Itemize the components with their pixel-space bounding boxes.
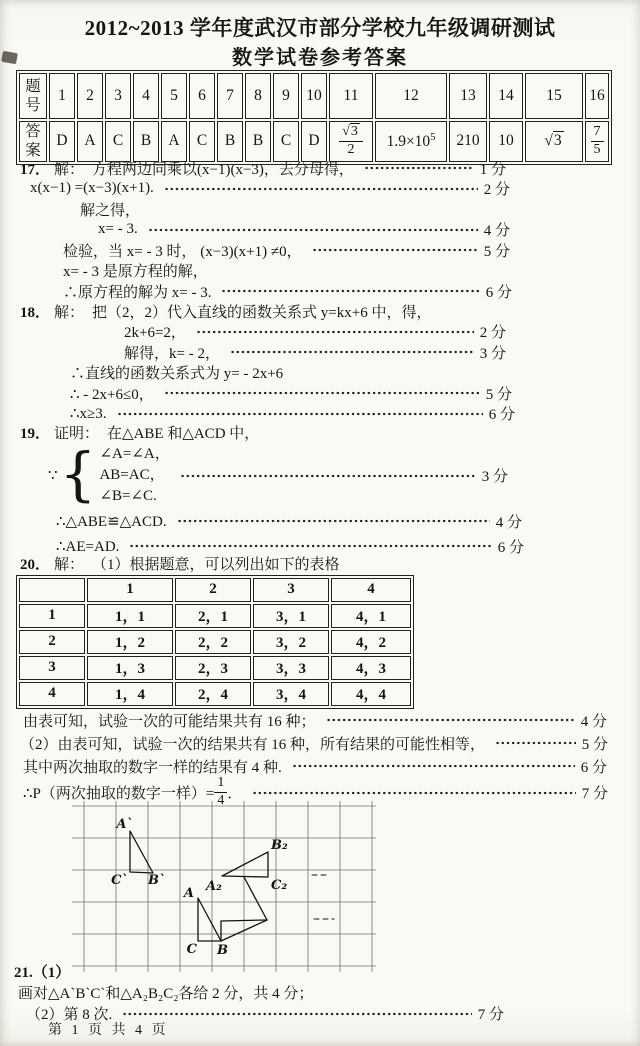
solution-lead: 证明： [54, 425, 100, 442]
dotted-leader [230, 349, 474, 355]
dotted-leader [180, 473, 476, 479]
vertex-label-a2: A₂ [206, 879, 222, 894]
outcome-cell: 4 [331, 578, 411, 602]
dotted-leader [129, 543, 491, 549]
system-equation: ∠A=∠A， [99, 446, 170, 462]
outcome-cell: 3 [253, 578, 329, 602]
answer-label: 答案 [19, 121, 47, 162]
solution-line [20, 158, 506, 179]
question-number: 18． [20, 304, 51, 321]
dotted-leader [252, 790, 575, 796]
solution-line [18, 982, 640, 1003]
solution-text: ∴原方程的解为 x= - 3. [63, 284, 212, 301]
question-number-cell: 1 [49, 73, 75, 119]
solution-line [20, 732, 608, 755]
outcome-table [16, 575, 414, 709]
solution-line [124, 342, 506, 363]
outcome-cell: 2 [175, 578, 251, 602]
solution-q18 [0, 301, 640, 424]
score-label: 2 分 [483, 182, 510, 199]
solution-text: 解得，k= - 2， [124, 345, 220, 362]
solution-text: （2）第 8 次. [26, 1007, 113, 1023]
construction-line [221, 920, 267, 921]
question-number-cell: 5 [161, 73, 187, 119]
system-equation: ∠B=∠C. [99, 488, 157, 504]
outcome-cell: 4，2 [331, 630, 411, 654]
answer-cell: $1.9\times 10^5$ [375, 121, 447, 162]
vertex-label-a: A [183, 886, 194, 901]
solution-text: ∴直线的函数关系式为 y= - 2x+6 [70, 366, 284, 383]
outcome-cell: 3，4 [253, 682, 329, 706]
question-number: 17． [20, 161, 51, 178]
geometry-figure [0, 798, 640, 978]
score-label: 6 分 [580, 759, 607, 776]
question-number-cell: 2 [77, 73, 103, 119]
solution-text: 画对△A`B`C`和△A₂B₂C₂各给 2 分，共 4 分； [18, 986, 314, 1002]
solution-text: x(x−1) =(x−3)(x+1). [30, 180, 154, 197]
score-label: 3 分 [479, 345, 506, 362]
answer-cell: B [245, 121, 271, 162]
outcome-cell: 3，1 [253, 604, 329, 628]
solution-line [63, 240, 510, 261]
solution-lead: 解： [54, 304, 85, 321]
exponent: 5 [430, 131, 436, 143]
outcome-cell: 4 [19, 682, 85, 706]
solution-line [70, 363, 640, 384]
dotted-leader [495, 740, 576, 746]
score-label: 6 分 [497, 539, 524, 556]
outcome-cell: 2，3 [175, 656, 251, 680]
dotted-leader [117, 411, 483, 417]
solution-text: 其中两次抽取的数字一样的结果有 4 种. [23, 759, 282, 776]
sqrt-expression: √3 [342, 124, 358, 140]
page-subtitle: 数学试卷参考答案 [232, 47, 408, 69]
score-label: 3 分 [481, 469, 508, 485]
answer-cell: D [301, 121, 327, 162]
solution-text: ∴ - 2x+6≤0， [70, 386, 154, 403]
question-number-cell: 13 [449, 73, 487, 119]
answer-key-table [16, 70, 612, 165]
dotted-leader [177, 518, 490, 524]
dotted-leader [292, 763, 575, 769]
score-label: 4 分 [580, 713, 607, 730]
score-label: 4 分 [495, 514, 522, 531]
construction-line [244, 877, 267, 920]
score-label: 5 分 [581, 736, 608, 753]
outcome-cell: 4，1 [331, 604, 411, 628]
probability-expression: ∴P（两次抽取的数字一样）= [23, 786, 215, 802]
score-label: 1 分 [479, 161, 506, 178]
solution-text: x= - 3 是原方程的解， [63, 264, 208, 281]
table-row [19, 630, 411, 654]
vertex-label-b2: B₂ [271, 838, 288, 853]
score-label: 6 分 [488, 407, 515, 424]
dotted-leader [312, 247, 478, 253]
vertex-label-c: C [186, 942, 197, 957]
question-number-label: 题号 [19, 73, 47, 119]
outcome-cell: 2，4 [175, 682, 251, 706]
solution-text: 方程两边同乘以(x−1)(x−3)，去分母得， [92, 161, 354, 178]
outcome-cell: 2，2 [175, 630, 251, 654]
solution-text: ∴AE=AD. [56, 538, 120, 555]
score-label: 5 分 [483, 243, 510, 260]
solution-line [20, 301, 640, 322]
question-number-cell: 15 [525, 73, 583, 119]
triangle-a2b2c2 [222, 852, 268, 877]
q21-number: 21.（1） [14, 965, 71, 981]
solution-line [30, 179, 510, 200]
question-number-cell: 7 [217, 73, 243, 119]
vertex-label-b: B [217, 943, 228, 958]
score-label: 5 分 [485, 386, 512, 403]
answer-cell [585, 121, 609, 162]
outcome-cell: 1，2 [87, 630, 173, 654]
question-number-cell: 9 [273, 73, 299, 119]
outcome-cell: 1，4 [87, 682, 173, 706]
dotted-leader [122, 1011, 471, 1017]
dotted-leader [164, 186, 478, 192]
dotted-leader [148, 227, 478, 233]
equation-system: ∵ { ∠A=∠A， AB=AC， ∠B=∠C. [48, 439, 170, 508]
question-number-cell: 6 [189, 73, 215, 119]
table-row [19, 656, 411, 680]
solution-line [63, 281, 512, 302]
solution-line [23, 755, 607, 778]
vertex-label-c-prime: C` [111, 873, 128, 888]
solution-text: 2k+6=2， [124, 325, 186, 342]
outcome-cell [19, 578, 85, 602]
dotted-leader [221, 288, 479, 294]
answer-cell: A [77, 121, 103, 162]
solution-text: 解之得， [80, 202, 141, 219]
table-row [19, 604, 411, 628]
solution-text: （2）由表可知，试验一次的结果共有 16 种，所有结果的可能性相等， [20, 736, 486, 753]
vertex-label-c2: C₂ [271, 878, 288, 893]
solution-text: 检验，当 x= - 3 时， (x−3)(x+1) ≠0， [63, 243, 302, 260]
solution-lead: 解： [54, 556, 85, 573]
answer-cell: B [133, 121, 159, 162]
table-row [19, 682, 411, 706]
solution-text: （1）根据题意，可以列出如下的表格 [92, 556, 340, 573]
solution-line: ∴P（两次抽取的数字一样）= $\frac{1}{4}$ ． 7 分 [23, 775, 608, 808]
fraction: $\frac{1}{4}$ [214, 776, 227, 808]
solution-text: 在△ABE 和△ACD 中， [107, 425, 260, 442]
solution-line [23, 709, 607, 732]
table-row [19, 578, 411, 602]
solution-line [20, 422, 640, 443]
question-number-cell: 10 [301, 73, 327, 119]
question-number-cell: 12 [375, 73, 447, 119]
outcome-cell: 1 [87, 578, 173, 602]
system-brace: { [59, 439, 97, 508]
solution-text: x= - 3. [98, 221, 138, 238]
solution-line [80, 199, 640, 220]
score-label: 6 分 [485, 284, 512, 301]
solution-line [98, 220, 510, 241]
outcome-cell: 2，1 [175, 604, 251, 628]
outcome-cell: 1，3 [87, 656, 173, 680]
triangle-a1b1c1 [130, 831, 153, 873]
outcome-cell: 4，4 [331, 682, 411, 706]
outcome-cell: 3，3 [253, 656, 329, 680]
solution-line [56, 509, 522, 534]
score-label: 7 分 [581, 786, 608, 802]
solution-line [20, 553, 640, 574]
solution-lead: 解： [54, 161, 85, 178]
solution-line [63, 261, 640, 282]
outcome-cell: 3，2 [253, 630, 329, 654]
question-number: 19． [20, 425, 51, 442]
solution-line [48, 439, 508, 509]
outcome-cell: 2 [19, 630, 85, 654]
dotted-leader [326, 717, 575, 723]
solution-line [124, 322, 506, 343]
page-footer: 第 1 页 共 4 页 [48, 1023, 169, 1038]
outcome-cell: 1 [19, 604, 85, 628]
score-label: 4 分 [483, 223, 510, 240]
solution-text: 由表可知，试验一次的可能结果共有 16 种； [23, 713, 316, 730]
answer-cell [525, 121, 583, 162]
solution-text: 把（2，2）代入直线的函数关系式 y=kx+6 中，得， [92, 304, 432, 321]
vertex-label-b-prime: B` [148, 873, 166, 888]
solution-text: ∴x≥3. [70, 406, 107, 423]
answer-cell: 10 [489, 121, 523, 162]
question-number-cell: 8 [245, 73, 271, 119]
vertex-label-a-prime: A` [116, 817, 133, 832]
question-number-cell: 16 [585, 73, 609, 119]
question-number-cell: 11 [329, 73, 373, 119]
question-number: 20． [20, 556, 51, 573]
question-number-cell: 14 [489, 73, 523, 119]
answer-cell: C [273, 121, 299, 162]
question-number-cell: 4 [133, 73, 159, 119]
answer-cell [329, 121, 373, 162]
answer-cell: 210 [449, 121, 487, 162]
triangle-abc [198, 898, 221, 941]
fraction: $\frac{7}{5}$ [591, 125, 604, 157]
score-label: 2 分 [479, 325, 506, 342]
dotted-leader [196, 329, 474, 335]
outcome-cell: 4，3 [331, 656, 411, 680]
answer-cell: B [217, 121, 243, 162]
outcome-cell: 3 [19, 656, 85, 680]
answer-cell: C [189, 121, 215, 162]
system-equation: AB=AC， [99, 467, 165, 483]
question-number-cell: 3 [105, 73, 131, 119]
page-title: 2012~2013 学年度武汉市部分学校九年级调研测试 [84, 16, 556, 40]
dotted-leader [364, 165, 474, 171]
dotted-leader [164, 390, 480, 396]
answer-cell: D [49, 121, 75, 162]
solution-q20 [0, 553, 640, 808]
solution-q19 [0, 422, 640, 559]
outcome-cell: 1，1 [87, 604, 173, 628]
solution-q21 [0, 982, 640, 1024]
fraction: $\frac{√3}{2}$ [339, 125, 363, 157]
solution-line [70, 383, 512, 404]
answer-cell: C [105, 121, 131, 162]
answer-cell: A [161, 121, 187, 162]
solution-text: ∴△ABE≌△ACD. [56, 513, 167, 530]
sqrt-expression: √3 [544, 132, 562, 150]
solution-q17 [0, 158, 640, 302]
score-label: 7 分 [477, 1007, 504, 1023]
